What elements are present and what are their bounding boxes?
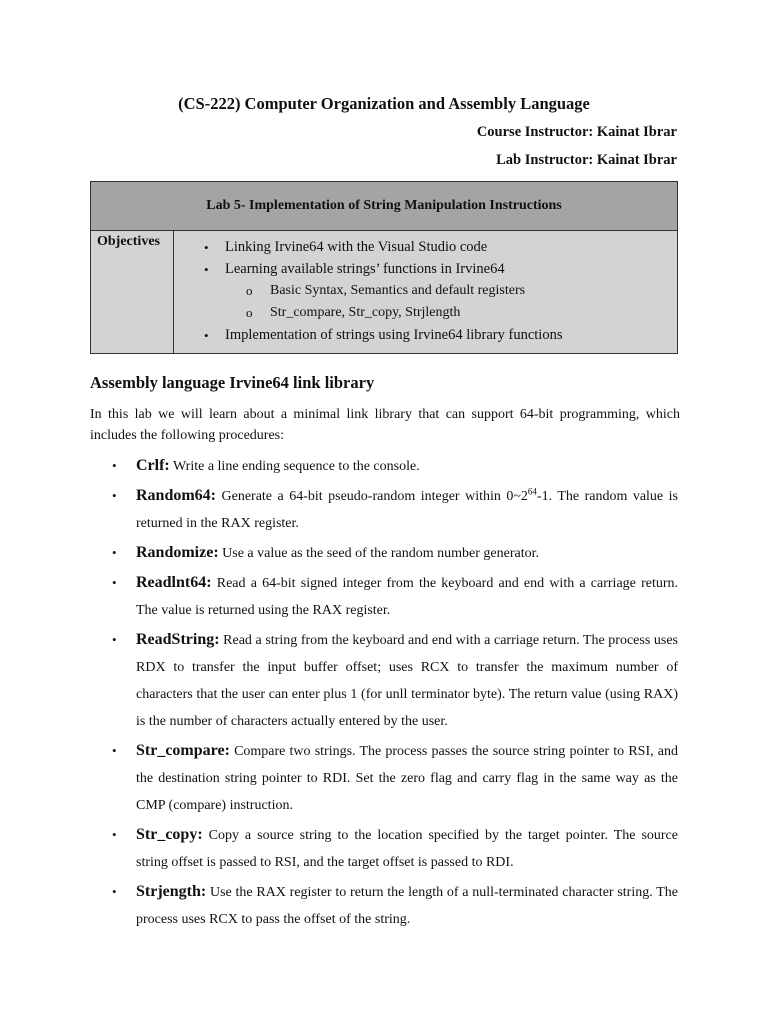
procedure-desc: Write a line ending sequence to the console. (169, 459, 420, 474)
lab-instructor: Lab Instructor: Kainat Ibrar (496, 152, 677, 168)
bullet-icon: • (112, 827, 117, 842)
objective-item: • Learning available strings’ functions in Irvine64 (174, 259, 677, 281)
procedure-desc: Read a 64-bit signed integer from the keyboard and end with a carriage return. The value is returned using the RAX register. (136, 576, 678, 618)
circle-bullet-icon: o (246, 304, 253, 320)
bullet-icon: • (204, 261, 209, 277)
circle-bullet-icon: o (246, 283, 253, 298)
objectives-label: Objectives (91, 231, 174, 354)
procedure-name: Random64: (136, 487, 217, 504)
objective-subitem: o Str_compare, Str_copy, Strjlength (174, 302, 677, 324)
exponent: 64 (527, 486, 537, 497)
procedure-item-strjength (90, 878, 678, 933)
bullet-icon: • (204, 328, 209, 343)
objective-item: • Implementation of strings using Irvine64 library functions (174, 325, 677, 347)
objective-item: • Linking Irvine64 with the Visual Studio code (174, 237, 677, 259)
bullet-icon: • (112, 458, 117, 473)
objective-subitem: o Basic Syntax, Semantics and default registers (174, 280, 677, 302)
procedure-item-readstring (90, 626, 678, 735)
section-heading: Assembly language Irvine64 link library (90, 373, 375, 392)
objectives-cell (174, 231, 678, 354)
bullet-icon: • (112, 488, 117, 503)
bullet-icon: • (112, 743, 117, 758)
procedure-list (90, 452, 678, 933)
intro-paragraph: In this lab we will learn about a minimal link library that can support 64-bit programming, which includes the following procedures: (90, 407, 680, 443)
procedure-desc: Use a value as the seed of the random number generator. (218, 546, 539, 561)
procedure-desc: Compare two strings. The process passes the source string pointer to RSI, and the destination string pointer to RDI. Set the zero flag and carry flag in the same way as the CMP (compare) instruction. (136, 744, 678, 813)
procedure-item-randomize (90, 539, 678, 567)
lab-objectives-table (90, 181, 678, 354)
procedure-desc: Generate a 64-bit pseudo-random integer within 0~2 (216, 489, 528, 504)
procedure-desc: Copy a source string to the location specified by the target pointer. The source string offset is passed to RSI, and the target offset is passed to RDI. (136, 828, 678, 870)
procedure-name: Strjength: (136, 883, 207, 900)
procedure-desc: Read a string from the keyboard and end with a carriage return. The process uses RDX to transfer the input buffer offset; uses RCX to transfer the maximum number of characters that the user can enter plus 1 (for unll terminator byte). The return value (using RAX) is the number of characters actually entered by the user. (136, 633, 678, 729)
bullet-icon: • (112, 575, 117, 590)
procedure-name: ReadString: (136, 631, 220, 648)
procedure-item-random64 (90, 482, 678, 537)
procedure-item-readint64 (90, 569, 678, 624)
bullet-icon: • (112, 545, 117, 560)
objectives-list (174, 237, 677, 347)
procedure-desc: Use the RAX register to return the length of a null-terminated character string. The process uses RCX to pass the offset of the string. (136, 885, 678, 927)
procedure-name: Randomize: (136, 544, 219, 561)
procedure-desc-cont: -1. The random value is returned in the RAX register. (136, 489, 678, 531)
procedure-name: Crlf: (136, 457, 170, 474)
bullet-icon: • (112, 884, 117, 899)
procedure-name: Str_copy: (136, 826, 203, 843)
procedure-name: Readlnt64: (136, 574, 212, 591)
lab-heading: Lab 5- Implementation of String Manipulation Instructions (91, 182, 678, 231)
bullet-icon: • (204, 240, 209, 255)
document-title: (CS-222) Computer Organization and Assembly Language (178, 94, 590, 113)
procedure-item-str-compare (90, 737, 678, 819)
bullet-icon: • (112, 632, 117, 647)
procedure-item-str-copy (90, 821, 678, 876)
procedure-name: Str_compare: (136, 742, 230, 759)
course-instructor: Course Instructor: Kainat Ibrar (476, 124, 677, 140)
procedure-item-crlf (90, 452, 678, 480)
